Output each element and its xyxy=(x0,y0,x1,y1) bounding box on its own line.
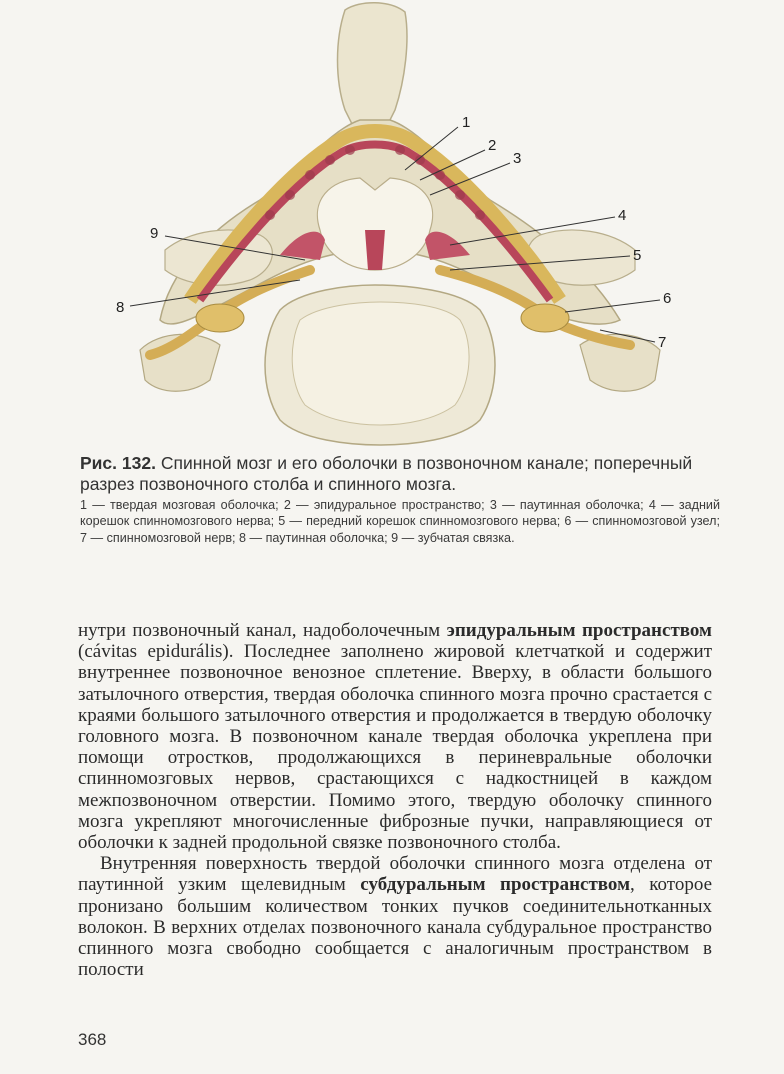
paragraph-2-rest: , которое пронизано большим количеством тонких пучков соединительнотканных волокон. В верхних отделах позвоночного канала субдуральное пространство спинного мозга свободно сообщается с аналогичным пространством в полости xyxy=(78,874,713,981)
label-9: 9 xyxy=(150,225,159,242)
label-7: 7 xyxy=(658,334,667,351)
page-number: 368 xyxy=(78,1030,107,1049)
body-text xyxy=(78,620,712,980)
label-6: 6 xyxy=(663,290,672,307)
label-2: 2 xyxy=(488,137,497,154)
figure-caption-text: Спинной мозг и его оболочки в позвоночном канале; поперечный разрез позвоночного столба и спинного мозга. xyxy=(80,453,693,494)
paragraph-1-rest: (cávitas epidurális). Последнее заполнено жировой клетчаткой и содержит внутреннее позвоночное венозное сплетение. Вверху, в области большого затылочного отверстия, твердая оболочка спинного мозга прочно срастается с краями большого затылочного отверстия и продолжается в твердую оболочку головного мозга. В позвоночном канале твердая оболочка укреплена при помощи отростков, продолжающихся в периневральные оболочки спинномозговых нервов, срастающихся с надкостницей в каждом межпозвоночном отверстии. Помимо этого, твердую оболочку спинного мозга укрепляют многочисленные фиброзные пучки, направляющиеся от оболочки к задней продольной связке позвоночного столба. xyxy=(78,641,712,854)
paragraph-1 xyxy=(78,620,712,853)
figure-number: Рис. 132. xyxy=(80,453,156,473)
paragraph-1-start: нутри позвоночный канал, надоболочечным xyxy=(78,620,447,641)
figure-caption-title xyxy=(80,453,720,495)
label-1: 1 xyxy=(462,114,471,131)
label-3: 3 xyxy=(513,150,522,167)
vertebra-cross-section-illustration xyxy=(60,0,740,450)
label-4: 4 xyxy=(618,207,627,224)
paragraph-2 xyxy=(78,853,712,980)
figure-legend: 1 — твердая мозговая оболочка; 2 — эпидуральное пространство; 3 — паутинная оболочка; 4 — задний корешок спинномозгового нерва; 5 — передний корешок спинномозгового нерва; 6 — спинномозговой узел; 7 — спинномозговой нерв; 8 — паутинная оболочка; 9 — зубчатая связка. xyxy=(80,498,720,545)
term-subdural-space: субдуральным пространством xyxy=(360,874,631,896)
term-epidural-space: эпидуральным пространством xyxy=(446,620,712,641)
paragraph-2-start: Внутренняя поверхность твердой оболочки спинного мозга отделена от паутинной узким щелевидным xyxy=(78,853,712,896)
label-8: 8 xyxy=(116,299,125,316)
label-5: 5 xyxy=(633,247,642,264)
anatomy-figure xyxy=(60,0,740,450)
